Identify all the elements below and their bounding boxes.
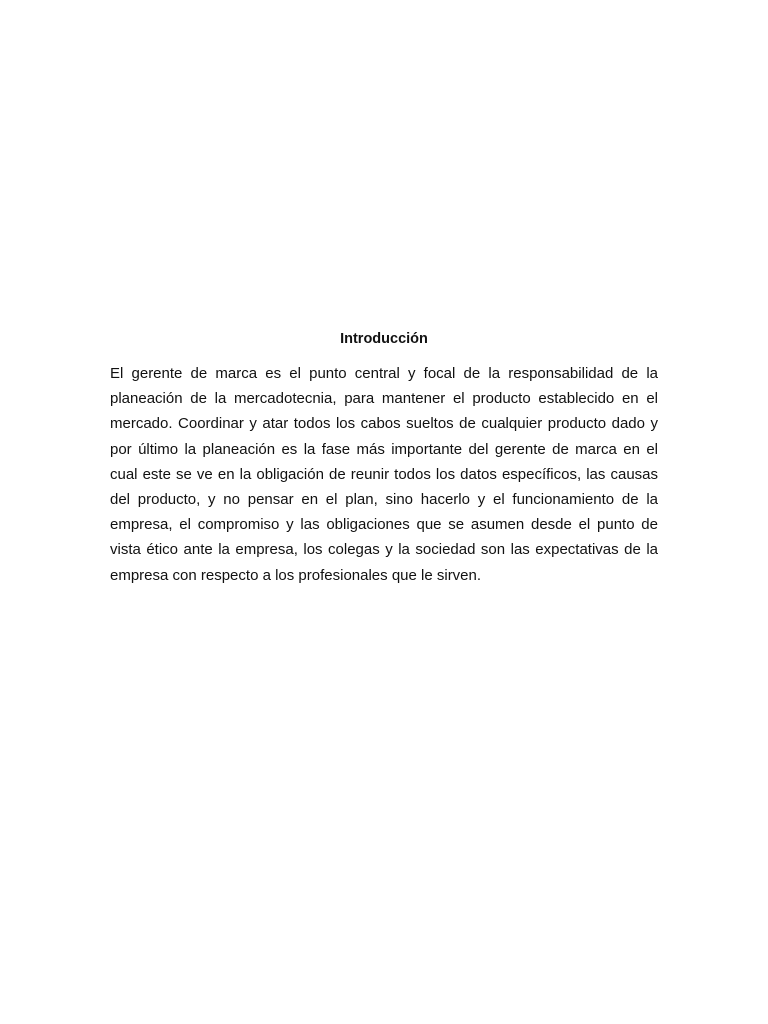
page-title: Introducción [340,331,428,347]
document-content [110,329,658,588]
body-paragraph: El gerente de marca es el punto central y focal de la responsabilidad de la planeación de la mercadotecnia, para mantener el producto establecido en el mercado. Coordinar y atar todos los cabos sueltos de cualquier producto dado y por último la planeación es la fase más importante del gerente de marca en el cual este se ve en la obligación de reunir todos los datos específicos, las causas del producto, y no pensar en el plan, sino hacerlo y el funcionamiento de la empresa, el compromiso y las obligaciones que se asumen desde el punto de vista ético ante la empresa, los colegas y la sociedad son las expectativas de la empresa con respecto a los profesionales que le sirven. [110,365,658,584]
